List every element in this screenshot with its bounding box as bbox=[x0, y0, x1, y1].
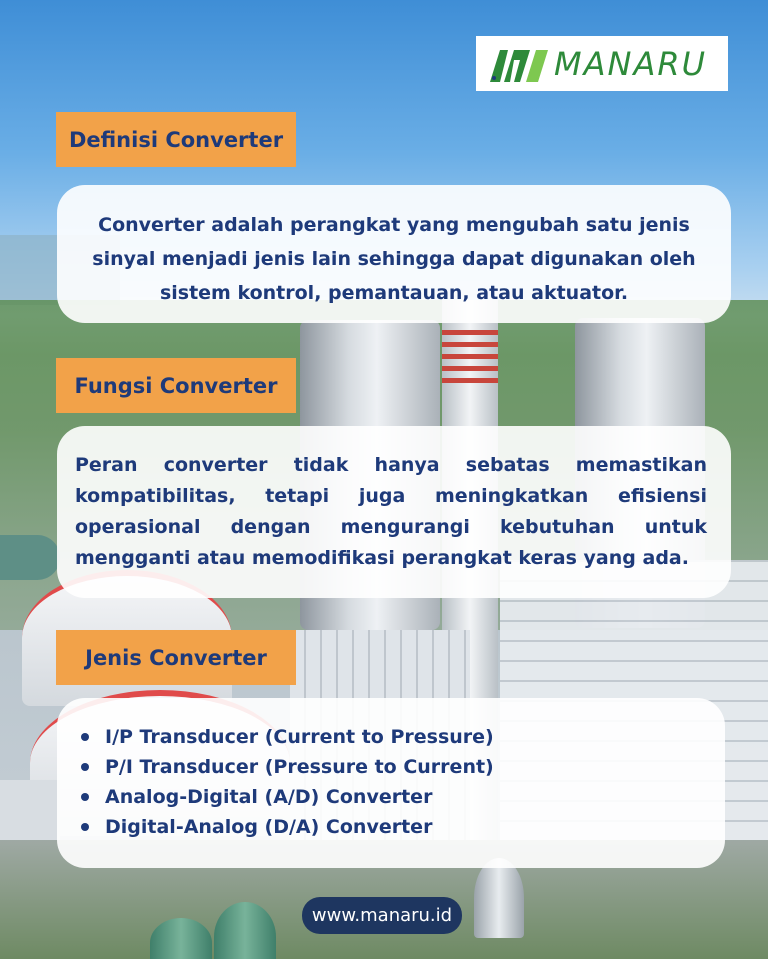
function-card bbox=[57, 426, 731, 598]
tank bbox=[150, 918, 212, 959]
list-item-label: I/P Transducer (Current to Pressure) bbox=[105, 726, 494, 748]
list-item bbox=[81, 782, 725, 812]
list-item-label: Analog-Digital (A/D) Converter bbox=[105, 786, 433, 808]
list-item bbox=[81, 722, 725, 752]
types-card bbox=[57, 698, 725, 868]
website-link[interactable]: www.manaru.id bbox=[302, 897, 462, 934]
background-pond bbox=[0, 535, 60, 580]
definition-text: Converter adalah perangkat yang mengubah satu jenis sinyal menjadi jenis lain sehingga dapat digunakan oleh sistem kontrol, pemantauan, atau aktuator. bbox=[92, 214, 696, 304]
chimney-stripe bbox=[442, 330, 498, 335]
bullet-icon bbox=[81, 733, 89, 741]
tank bbox=[474, 858, 524, 938]
manaru-logo-mark-icon bbox=[486, 44, 550, 84]
brand-name: MANARU bbox=[554, 44, 707, 83]
bullet-icon bbox=[81, 823, 89, 831]
manaru-logo bbox=[476, 36, 728, 91]
definition-heading: Definisi Converter bbox=[56, 112, 296, 167]
list-item-label: Digital-Analog (D/A) Converter bbox=[105, 816, 433, 838]
list-item bbox=[81, 812, 725, 842]
list-item-label: P/I Transducer (Pressure to Current) bbox=[105, 756, 494, 778]
types-heading: Jenis Converter bbox=[56, 630, 296, 685]
bullet-icon bbox=[81, 763, 89, 771]
chimney-stripe bbox=[442, 378, 498, 383]
types-list bbox=[81, 722, 725, 842]
list-item bbox=[81, 752, 725, 782]
function-text: Peran converter tidak hanya sebatas memastikan kompatibilitas, tetapi juga meningkatkan efisiensi operasional dengan mengurangi kebutuhan untuk mengganti atau memodifikasi perangkat keras yang ada. bbox=[75, 454, 707, 569]
chimney-stripe bbox=[442, 354, 498, 359]
chimney-stripe bbox=[442, 366, 498, 371]
definition-card bbox=[57, 185, 731, 323]
chimney-stripe bbox=[442, 342, 498, 347]
function-heading: Fungsi Converter bbox=[56, 358, 296, 413]
bullet-icon bbox=[81, 793, 89, 801]
